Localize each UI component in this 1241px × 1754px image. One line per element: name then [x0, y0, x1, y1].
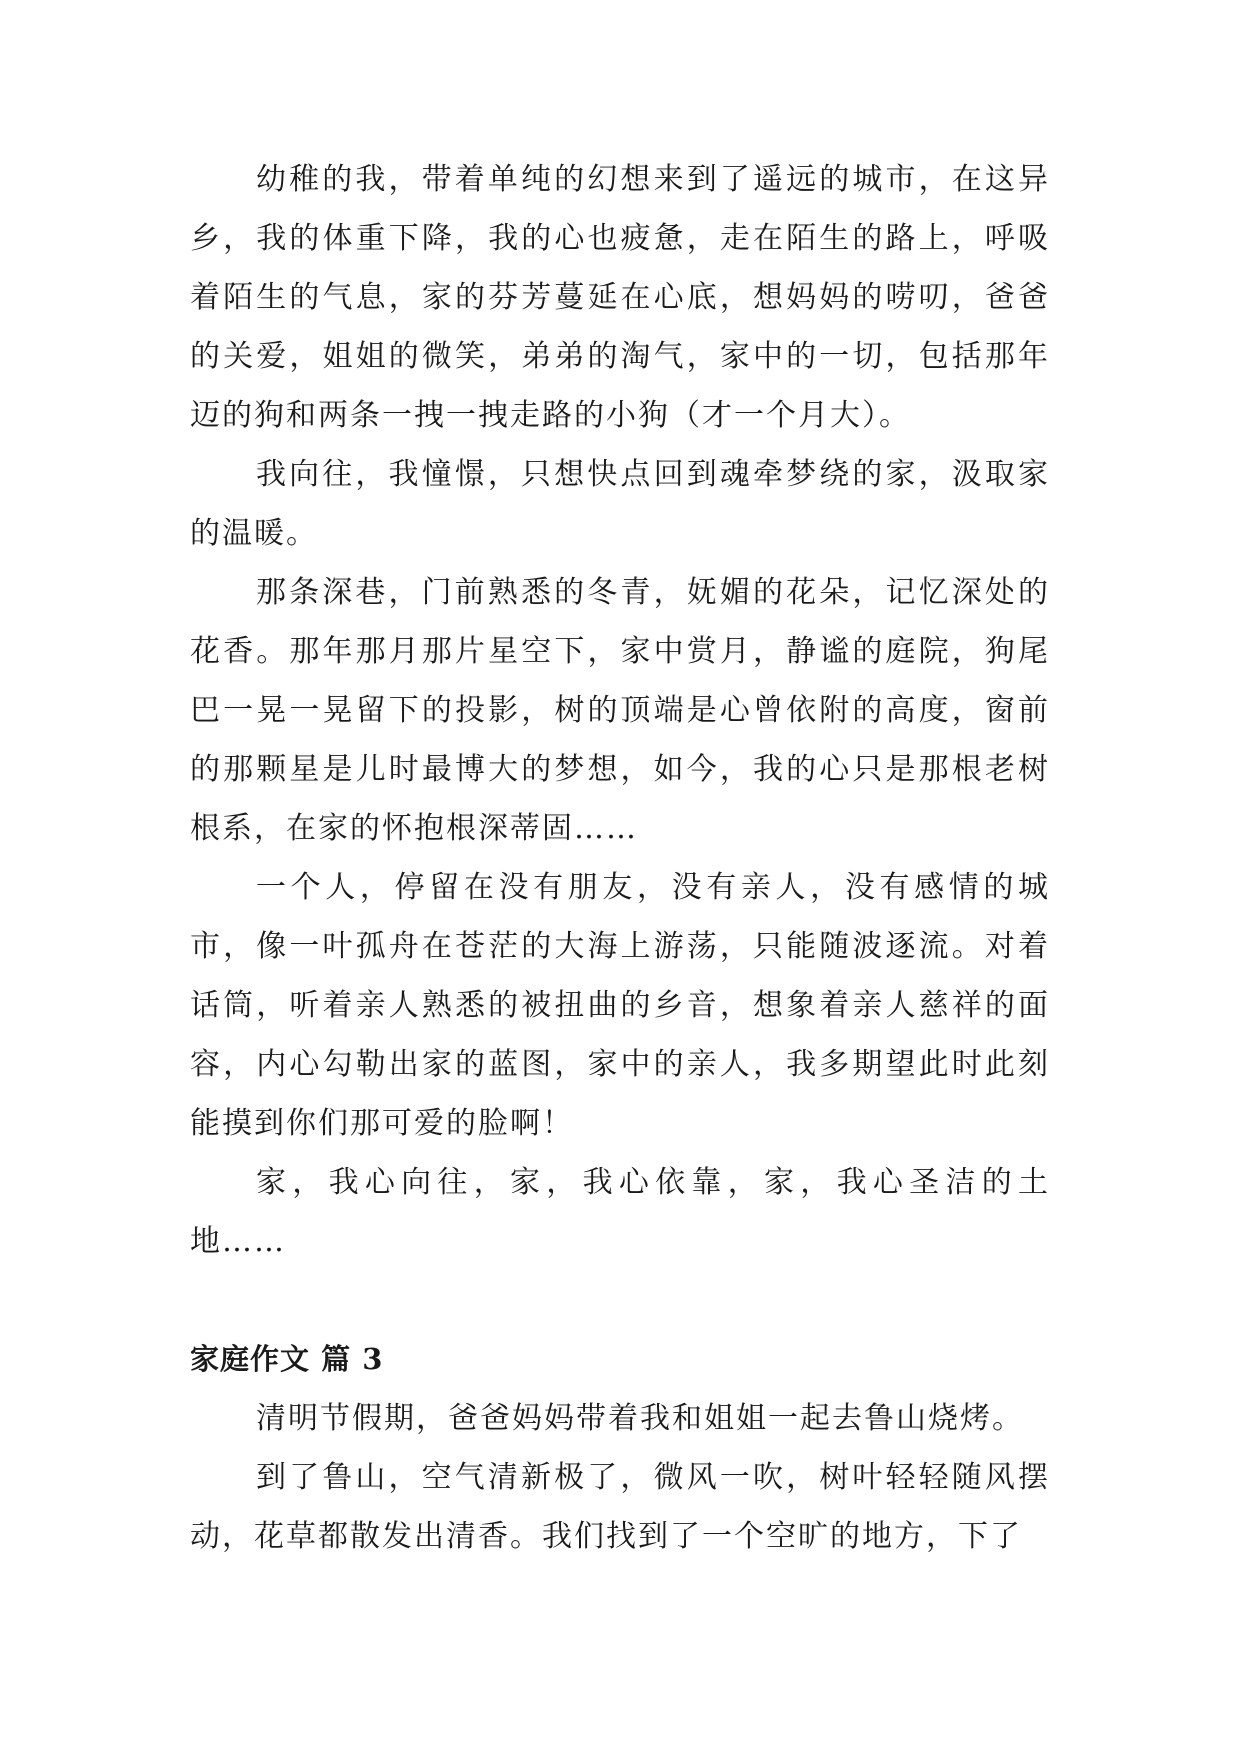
paragraph: 清明节假期，爸爸妈妈带着我和姐姐一起去鲁山烧烤。	[256, 1401, 1024, 1436]
paragraph: 一个人，停留在没有朋友，没有亲人，没有感情的城市，像一叶孤舟在苍茫的大海上游荡，只能随波逐流。对着话筒，听着亲人熟悉的被扭曲的乡音，想象着亲人慈祥的面容，内心勾勒出家的蓝图，家中的亲人，我多期望此时此刻能摸到你们那可爱的脸啊！	[190, 870, 1050, 1141]
paragraph: 家，我心向往，家，我心依靠，家，我心圣洁的土地……	[190, 1165, 1050, 1259]
section-title: 家庭作文 篇 3	[190, 1342, 384, 1376]
document-page	[190, 150, 1050, 1566]
paragraph: 幼稚的我，带着单纯的幻想来到了遥远的城市，在这异乡，我的体重下降，我的心也疲惫，走在陌生的路上，呼吸着陌生的气息，家的芬芳蔓延在心底，想妈妈的唠叨，爸爸的关爱，姐姐的微笑，弟弟的淘气，家中的一切，包括那年迈的狗和两条一拽一拽走路的小狗（才一个月大）。	[190, 162, 1050, 433]
paragraph: 到了鲁山，空气清新极了，微风一吹，树叶轻轻随风摆动，花草都散发出清香。我们找到了一个空旷的地方，下了	[190, 1460, 1050, 1554]
paragraph: 那条深巷，门前熟悉的冬青，妩媚的花朵，记忆深处的花香。那年那月那片星空下，家中赏月，静谧的庭院，狗尾巴一晃一晃留下的投影，树的顶端是心曾依附的高度，窗前的那颗星是儿时最博大的梦想，如今，我的心只是那根老树根系，在家的怀抱根深蒂固……	[190, 575, 1050, 846]
paragraph: 我向往，我憧憬，只想快点回到魂牵梦绕的家，汲取家的温暖。	[190, 457, 1050, 551]
